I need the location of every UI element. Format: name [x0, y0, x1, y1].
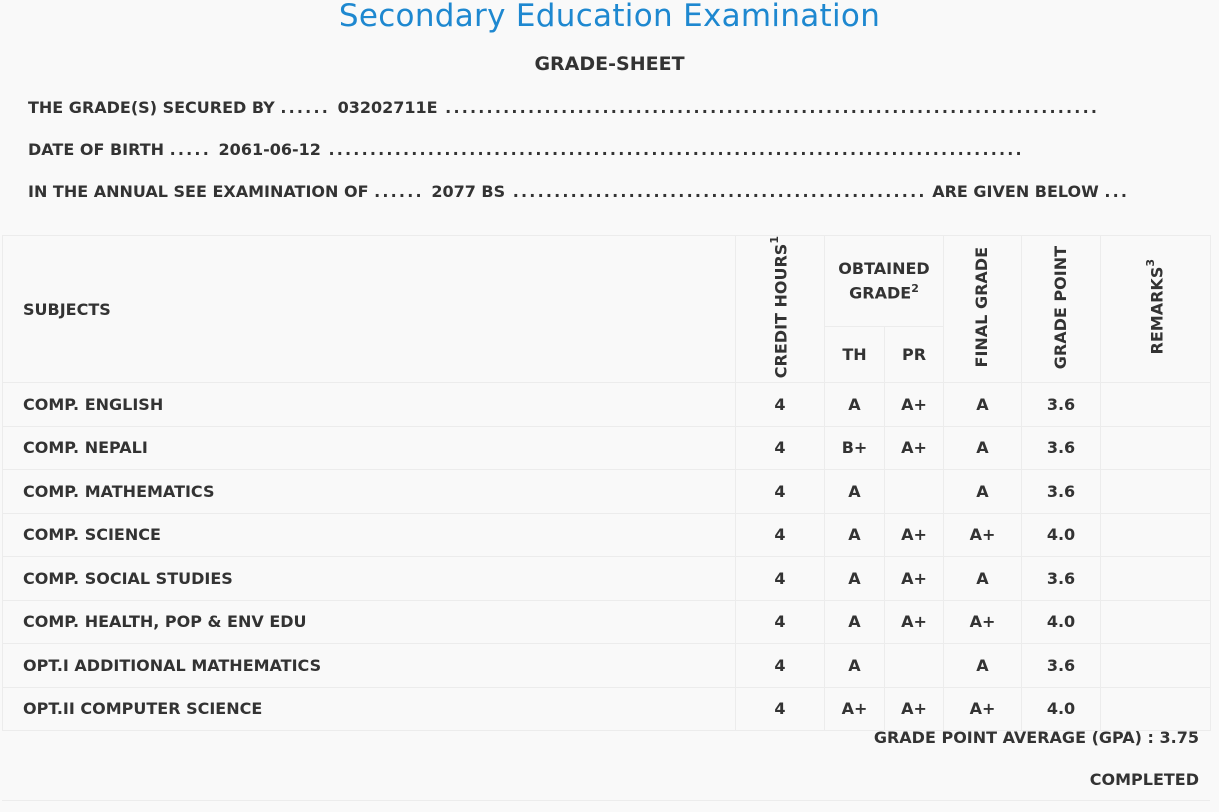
- obtained-grade-header: OBTAINED GRADE$^2$: [825, 236, 944, 327]
- subject-cell: COMP. HEALTH, POP & ENV EDU: [3, 600, 736, 644]
- practical-grade-cell: A+: [885, 600, 944, 644]
- page-title: Secondary Education Examination: [338, 0, 881, 34]
- gpa-label: GRADE POINT AVERAGE (GPA) :: [873, 728, 1154, 747]
- theory-grade-cell: A: [825, 470, 885, 514]
- theory-grade-cell: A: [825, 513, 885, 557]
- practical-grade-cell: A+: [885, 513, 944, 557]
- table-row: [3, 557, 1211, 601]
- practical-grade-cell: A+: [885, 383, 944, 427]
- dot-leader: ...: [1104, 182, 1130, 201]
- theory-header: TH: [825, 326, 885, 383]
- exam-label: IN THE ANNUAL SEE EXAMINATION OF: [28, 182, 369, 201]
- theory-grade-cell: A: [825, 557, 885, 601]
- remarks-cell: [1101, 426, 1211, 470]
- grade-point-cell: 3.6: [1022, 426, 1101, 470]
- table-row: [3, 644, 1211, 688]
- exam-line: [28, 182, 1130, 201]
- footnote-marker: 3: [1143, 259, 1157, 268]
- grade-point-header: GRADE POINT: [1022, 236, 1101, 383]
- remarks-header: REMARKS$^3$: [1101, 236, 1211, 383]
- grade-point-cell: 4.0: [1022, 600, 1101, 644]
- subject-cell: COMP. SCIENCE: [3, 513, 736, 557]
- symbol-number: 03202711E: [337, 98, 438, 117]
- table-row: [3, 470, 1211, 514]
- table-row: [3, 600, 1211, 644]
- subjects-header: SUBJECTS: [3, 236, 736, 383]
- theory-grade-cell: A: [825, 600, 885, 644]
- practical-header: PR: [885, 326, 944, 383]
- footnote-marker: 1: [768, 236, 782, 244]
- exam-year: 2077 BS: [431, 182, 506, 201]
- grade-point-cell: 4.0: [1022, 513, 1101, 557]
- practical-grade-cell: A+: [885, 687, 944, 731]
- practical-grade-cell: [885, 470, 944, 514]
- final-grade-cell: A: [944, 426, 1022, 470]
- practical-grade-cell: [885, 644, 944, 688]
- final-grade-cell: A+: [944, 600, 1022, 644]
- final-grade-cell: A: [944, 557, 1022, 601]
- grade-point-cell: 3.6: [1022, 470, 1101, 514]
- credit-hours-cell: 4: [736, 470, 825, 514]
- subject-cell: COMP. NEPALI: [3, 426, 736, 470]
- final-grade-cell: A: [944, 644, 1022, 688]
- footnote-marker: 2: [911, 281, 919, 295]
- final-grade-header: FINAL GRADE: [944, 236, 1022, 383]
- grade-point-cell: 3.6: [1022, 644, 1101, 688]
- secured-by-label: THE GRADE(S) SECURED BY: [28, 98, 275, 117]
- table-row: [3, 687, 1211, 731]
- credit-hours-cell: 4: [736, 383, 825, 427]
- subject-cell: COMP. ENGLISH: [3, 383, 736, 427]
- grade-point-cell: 3.6: [1022, 557, 1101, 601]
- final-grade-cell: A+: [944, 687, 1022, 731]
- final-grade-cell: A: [944, 383, 1022, 427]
- practical-grade-cell: A+: [885, 426, 944, 470]
- credit-hours-cell: 4: [736, 513, 825, 557]
- dot-leader: .....: [169, 140, 211, 159]
- table-row: [3, 426, 1211, 470]
- status-text: COMPLETED: [1089, 770, 1199, 789]
- credit-hours-cell: 4: [736, 426, 825, 470]
- dot-leader: ......: [374, 182, 424, 201]
- dot-leader: ....................................................................................: [328, 140, 1024, 159]
- gpa-summary: [874, 728, 1199, 747]
- theory-grade-cell: A: [825, 644, 885, 688]
- credit-hours-header: CREDIT HOURS$^1$: [736, 236, 825, 383]
- theory-grade-cell: B+: [825, 426, 885, 470]
- dot-leader: ......: [280, 98, 331, 117]
- grade-point-cell: 3.6: [1022, 383, 1101, 427]
- secured-by-line: [28, 98, 1100, 117]
- dot-leader: ..................................................: [512, 182, 927, 201]
- credit-hours-cell: 4: [736, 557, 825, 601]
- final-grade-cell: A+: [944, 513, 1022, 557]
- grade-point-cell: 4.0: [1022, 687, 1101, 731]
- credit-hours-cell: 4: [736, 600, 825, 644]
- subject-cell: OPT.I ADDITIONAL MATHEMATICS: [3, 644, 736, 688]
- theory-grade-cell: A+: [825, 687, 885, 731]
- divider: [2, 800, 1210, 801]
- page-subtitle: GRADE-SHEET: [534, 53, 685, 75]
- remarks-cell: [1101, 644, 1211, 688]
- dot-leader: ...............................................................................: [445, 98, 1100, 117]
- credit-hours-cell: 4: [736, 687, 825, 731]
- theory-grade-cell: A: [825, 383, 885, 427]
- date-of-birth: 2061-06-12: [218, 140, 321, 159]
- remarks-cell: [1101, 557, 1211, 601]
- grades-table: [2, 235, 1211, 731]
- final-grade-cell: A: [944, 470, 1022, 514]
- remarks-cell: [1101, 383, 1211, 427]
- subject-cell: OPT.II COMPUTER SCIENCE: [3, 687, 736, 731]
- dob-label: DATE OF BIRTH: [28, 140, 164, 159]
- credit-hours-cell: 4: [736, 644, 825, 688]
- remarks-cell: [1101, 470, 1211, 514]
- table-row: [3, 513, 1211, 557]
- gpa-value: 3.75: [1159, 728, 1199, 747]
- remarks-cell: [1101, 600, 1211, 644]
- remarks-cell: [1101, 687, 1211, 731]
- practical-grade-cell: A+: [885, 557, 944, 601]
- table-row: [3, 383, 1211, 427]
- subject-cell: COMP. MATHEMATICS: [3, 470, 736, 514]
- subject-cell: COMP. SOCIAL STUDIES: [3, 557, 736, 601]
- dob-line: [28, 140, 1078, 159]
- remarks-cell: [1101, 513, 1211, 557]
- given-below-label: ARE GIVEN BELOW: [932, 182, 1099, 201]
